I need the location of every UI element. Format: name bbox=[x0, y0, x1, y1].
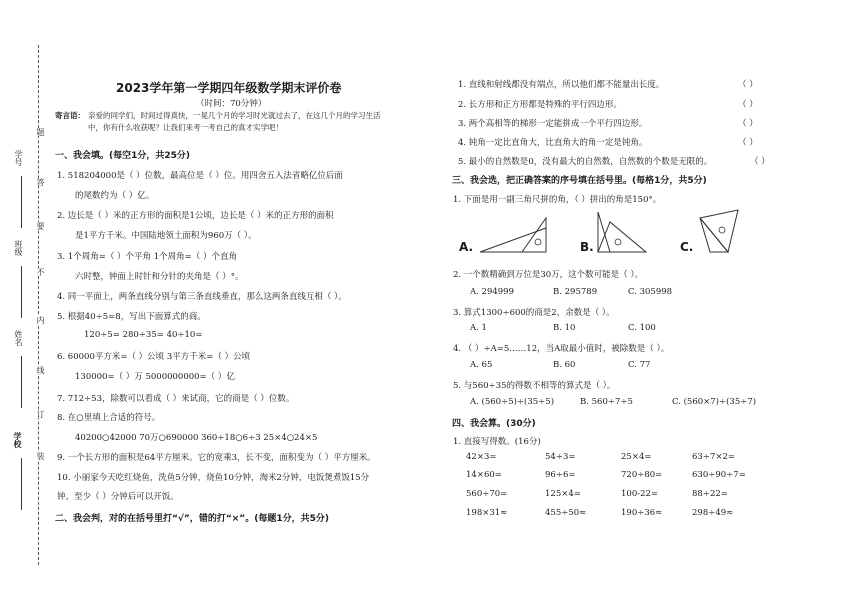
intro-line-2: 中，你有什么收获呢？让我们来考一考自己的真才实学吧！ bbox=[88, 123, 283, 132]
choice-q3-option-a: A. 1 bbox=[470, 323, 487, 333]
judge-item-1: 1. 直线和射线都没有端点，所以他们都不能量出长度。 bbox=[458, 80, 665, 90]
section-4-subtitle: 1. 直接写得数。(16分) bbox=[453, 437, 541, 447]
choice-q4-option-b: B. 60 bbox=[553, 360, 576, 370]
q6-line-1: 6. 60000平方米=（ ）公顷 3平方千米=（ ）公顷 bbox=[57, 352, 251, 362]
choice-q2-option-c: C. 305998 bbox=[628, 287, 673, 297]
choice-q2: 2. 一个数精确到万位是30万，这个数可能是（ ）。 bbox=[453, 270, 644, 280]
binding-glyph: 不 bbox=[36, 268, 45, 276]
calc-item: 88÷22= bbox=[692, 489, 728, 499]
q1-line-2: 的尾数约为（ ）亿。 bbox=[75, 191, 155, 201]
intro-label: 寄言语： bbox=[55, 111, 85, 120]
student-id-line[interactable] bbox=[21, 176, 22, 228]
section-4-title: 四、我会算。(30分) bbox=[452, 419, 536, 429]
choice-q2-option-b: B. 295789 bbox=[553, 287, 598, 297]
judge-item-2: 2. 长方形和正方形都是特殊的平行四边形。 bbox=[458, 100, 622, 110]
judge-item-5: 5. 最小的自然数是0，没有最大的自然数，自然数的个数是无限的。 bbox=[458, 157, 713, 167]
choice-q2-option-a: A. 294999 bbox=[470, 287, 514, 297]
calc-item: 190÷36≈ bbox=[621, 508, 663, 518]
calc-item: 25×4= bbox=[621, 452, 652, 462]
choice-q3-option-c: C. 100 bbox=[628, 323, 656, 333]
binding-glyph: 订 bbox=[36, 410, 45, 418]
choice-q3: 3. 算式1300÷600的商是2，余数是（ ）。 bbox=[453, 308, 615, 318]
binding-glyph: 题 bbox=[36, 128, 45, 136]
binding-glyph: 线 bbox=[36, 366, 45, 374]
figure-b-triangles bbox=[596, 210, 648, 254]
calc-item: 630÷90÷7= bbox=[692, 470, 746, 480]
q2-line-1: 2. 边长是（ ）米的正方形的面积是1公顷，边长是（ ）米的正方形的面积 bbox=[57, 211, 334, 221]
calc-item: 560÷70= bbox=[466, 489, 508, 499]
judge-answer-2[interactable]: （ ） bbox=[738, 100, 758, 110]
judge-item-3: 3. 两个高相等的梯形一定能拼成一个平行四边形。 bbox=[458, 119, 648, 129]
q1-line-1: 1. 518204000是（ ）位数，最高位是（ ）位。用四舍五入法省略亿位后面 bbox=[57, 171, 343, 181]
calc-item: 42×3= bbox=[466, 452, 497, 462]
choice-q1: 1. 下面是用一副三角尺拼的角，（ ）拼出的角是150°。 bbox=[453, 195, 662, 205]
q8-expressions: 40200○42000 70万○690000 360÷18○6÷3 25×4○24×5 bbox=[75, 433, 318, 443]
figure-a-triangles bbox=[478, 216, 548, 254]
name-line[interactable] bbox=[21, 356, 22, 408]
q9: 9. 一个长方形的面积是64平方厘米。它的宽乘3，长不变，面积变为（ ）平方厘米。 bbox=[57, 453, 376, 463]
choice-q4-option-c: C. 77 bbox=[628, 360, 651, 370]
exam-title: 2023学年第一学期四年级数学期末评价卷 bbox=[116, 81, 342, 95]
name-label: 姓名 bbox=[14, 330, 23, 346]
section-1-title: 一、我会填。(每空1分，共25分) bbox=[55, 151, 191, 161]
calc-item: 100-22= bbox=[621, 489, 659, 499]
binding-dashed-line bbox=[38, 45, 39, 565]
section-2-title: 二、我会判，对的在括号里打“√”，错的打“×”。(每题1分，共5分) bbox=[55, 514, 329, 524]
judge-answer-1[interactable]: （ ） bbox=[738, 80, 758, 90]
section-3-title: 三、我会选，把正确答案的序号填在括号里。(每格1分，共5分) bbox=[452, 176, 707, 186]
calc-item: 125×4= bbox=[545, 489, 581, 499]
binding-glyph: 要 bbox=[36, 222, 45, 230]
calc-item: 198×31≈ bbox=[466, 508, 508, 518]
judge-answer-4[interactable]: （ ） bbox=[738, 138, 758, 148]
choice-q5: 5. 与560÷35的得数不相等的算式是（ ）。 bbox=[453, 381, 616, 391]
figure-c-triangles bbox=[698, 208, 740, 254]
calc-item: 14×60= bbox=[466, 470, 502, 480]
q2-line-2: 是1平方千米。中国陆地领土面积为960万（ ）。 bbox=[75, 231, 257, 241]
choice-q3-option-b: B. 10 bbox=[553, 323, 576, 333]
school-label: 学校 bbox=[13, 432, 23, 448]
school-line[interactable] bbox=[21, 458, 22, 510]
class-label: 班级 bbox=[14, 240, 23, 256]
calc-item: 720÷80= bbox=[621, 470, 663, 480]
judge-item-4: 4. 钝角一定比直角大，比直角大的角一定是钝角。 bbox=[458, 138, 648, 148]
q3-line-2: 六时整，钟面上时针和分针的夹角是（ ）°。 bbox=[75, 272, 244, 282]
calc-item: 96÷6= bbox=[545, 470, 576, 480]
intro-line-1: 亲爱的同学们，时间过得真快，一晃几个月的学习时光就过去了，在这几个月的学习生活 bbox=[88, 111, 381, 120]
q5: 5. 根据40÷5=8，写出下面算式的商。 bbox=[57, 312, 206, 322]
q8: 8. 在○里填上合适的符号。 bbox=[57, 413, 161, 423]
judge-answer-5[interactable]: （ ） bbox=[750, 157, 770, 167]
choice-q5-option-c: C. (560×7)÷(35÷7) bbox=[672, 397, 757, 407]
judge-answer-3[interactable]: （ ） bbox=[738, 119, 758, 129]
option-b-label: B. bbox=[580, 240, 594, 254]
q6-line-2: 130000=（ ）万 5000000000=（ ）亿 bbox=[75, 372, 235, 382]
option-c-label: C. bbox=[680, 240, 694, 254]
q5-expressions: 120÷5= 280÷35= 40÷10= bbox=[84, 330, 203, 340]
binding-glyph: 内 bbox=[36, 316, 45, 324]
q4: 4. 同一平面上，两条直线分别与第三条直线垂直，那么这两条直线互相（ ）。 bbox=[57, 292, 347, 302]
q10-line-2: 钟。至少（ ）分钟后可以开饭。 bbox=[57, 492, 179, 502]
q10-line-1: 10. 小丽家今天吃红烧鱼，洗鱼5分钟，烧鱼10分钟，淘米2分钟，电饭煲煮饭15分 bbox=[57, 473, 370, 483]
binding-glyph: 答 bbox=[36, 178, 45, 186]
choice-q4-option-a: A. 65 bbox=[470, 360, 493, 370]
q3-line-1: 3. 1个周角=（ ）个平角 1个周角=（ ）个直角 bbox=[57, 252, 237, 262]
choice-q5-option-a: A. (560÷5)÷(35÷5) bbox=[470, 397, 555, 407]
choice-q4: 4. （ ）÷A=5……12，当A取最小值时，被除数是（ ）。 bbox=[453, 344, 670, 354]
calc-item: 298÷49≈ bbox=[692, 508, 734, 518]
calc-item: 63÷7×2= bbox=[692, 452, 735, 462]
student-id-label: 学号 bbox=[14, 150, 23, 166]
calc-item: 54÷3= bbox=[545, 452, 576, 462]
calc-item: 455÷50≈ bbox=[545, 508, 587, 518]
choice-q5-option-b: B. 560÷7÷5 bbox=[580, 397, 633, 407]
binding-glyph: 装 bbox=[36, 452, 45, 460]
q7: 7. 712÷53，除数可以看成（ ）来试商，它的商是（ ）位数。 bbox=[57, 394, 295, 404]
exam-time: （时间：70分钟） bbox=[196, 99, 267, 109]
option-a-label: A. bbox=[459, 240, 474, 254]
class-line[interactable] bbox=[21, 266, 22, 318]
